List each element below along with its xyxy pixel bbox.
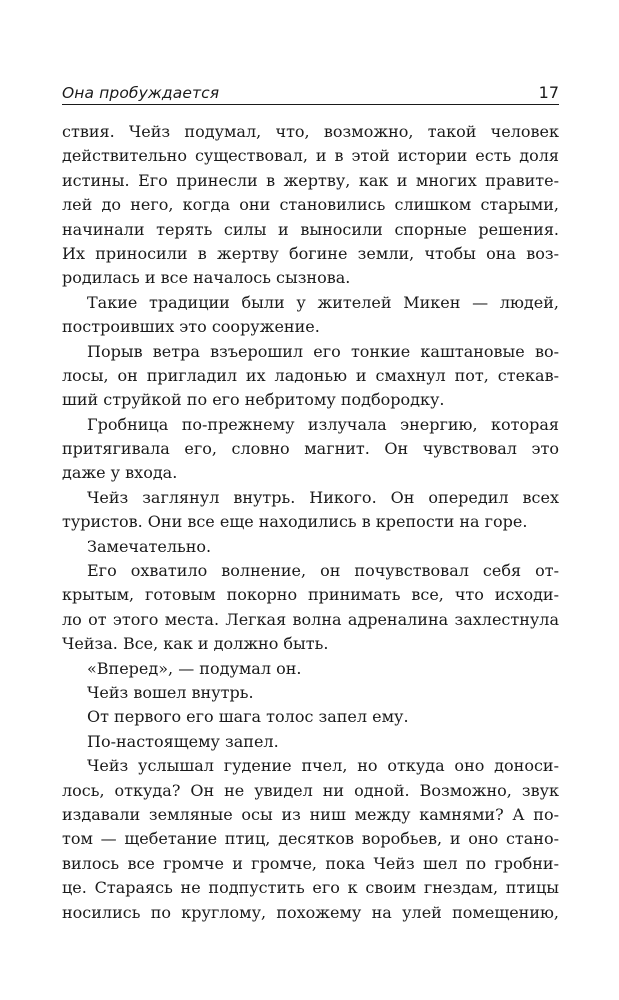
text-line: Замечательно. [87,536,212,556]
text-line: родилась и все началось сызнова. [62,268,351,288]
text-line: лей до него, когда они становились слишком старыми, [62,195,559,215]
text-line: лосы, он пригладил их ладонью и смахнул пот, стекав- [62,365,559,385]
text-line: Чейз вошел внутрь. [87,682,254,702]
text-line: Порыв ветра взъерошил его тонкие каштановые во- [87,341,559,361]
running-head-title: Она пробуждается [62,84,220,102]
text-line: туристов. Они все еще находились в крепости на горе. [62,512,528,532]
text-line: построивших это сооружение. [62,317,320,337]
text-line: даже у входа. [62,463,178,483]
header-rule [62,104,559,105]
text-line: притягивала его, словно магнит. Он чувствовал это [62,439,559,459]
text-line: ло от этого места. Легкая волна адреналина захлестнула [62,609,559,629]
text-line: ствия. Чейз подумал, что, возможно, такой человек [62,122,559,141]
text-line: «Вперед», — подумал он. [87,658,302,678]
text-line: Чейз заглянул внутрь. Никого. Он опередил всех [87,487,559,507]
text-line: Такие традиции были у жителей Микен — людей, [87,292,559,312]
body-text [62,120,559,925]
text-line: Чейза. Все, как и должно быть. [62,634,329,654]
text-line: От первого его шага толос запел ему. [87,707,409,727]
text-line: начинали терять силы и выносили спорные решения. [62,219,559,239]
text-line: издавали земляные осы из ниш между камнями? А по- [62,804,559,824]
text-line: По-настоящему запел. [87,731,279,751]
text-line: том — щебетание птиц, десятков воробьев, и оно стано- [62,829,559,849]
text-line: крытым, готовым покорно принимать все, что исходи- [62,585,559,605]
running-head [62,73,559,103]
text-line: вилось все громче и громче, пока Чейз шел по гробни- [62,853,559,873]
text-line: Их приносили в жертву богине земли, чтобы она воз- [62,243,559,263]
text-line: истины. Его принесли в жертву, как и многих правите- [62,170,559,190]
text-line: лось, откуда? Он не увидел ни одной. Возможно, звук [62,780,559,800]
text-line: действительно существовал, и в этой истории есть доля [62,146,559,166]
text-line: ший струйкой по его небритому подбородку. [62,390,445,410]
page-number: 17 [538,83,559,102]
text-line: Его охватило волнение, он почувствовал себя от- [87,561,559,581]
text-line: Чейз услышал гудение пчел, но откуда оно доноси- [87,756,559,776]
text-line: Гробница по-прежнему излучала энергию, которая [87,414,559,434]
text-line: це. Стараясь не подпустить его к своим гнездам, птицы [62,878,559,898]
text-line: носились по круглому, похожему на улей помещению, [62,902,559,922]
book-page [62,0,559,1000]
